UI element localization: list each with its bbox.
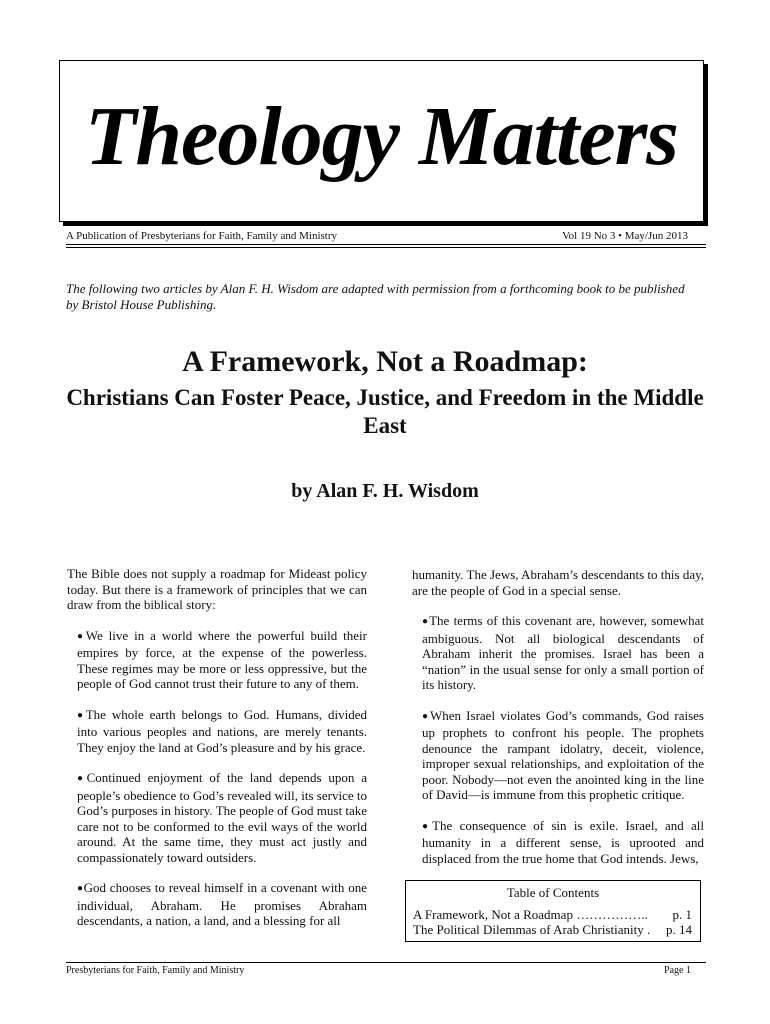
bullet-icon: ●: [77, 883, 84, 894]
bullet-item: ●God chooses to reveal himself in a covenant with one individual, Abraham. He promises Abraham descendants, a nation, a land, and a blessing for all: [77, 880, 367, 928]
bullet-item: ●The consequence of sin is exile. Israel, and all humanity in a different sense, is uprooted and displaced from the true home that God intends. Jews,: [422, 817, 705, 866]
bullet-item: ●The terms of this covenant are, however, somewhat ambiguous. Not all biological descendants of Abraham inherit the promises. Israel has been a “nation” in the usual sense for only a small portion of its history.: [422, 613, 704, 692]
article-title: A Framework, Not a Roadmap:: [182, 345, 588, 378]
paragraph: humanity. The Jews, Abraham’s descendants to this day, are the people of God in a special sense.: [412, 567, 704, 598]
toc-item-page: p. 1: [672, 907, 692, 922]
toc-title: Table of Contents: [506, 885, 600, 900]
bullet-icon: ●: [77, 709, 86, 721]
bullet-icon: ●: [422, 710, 430, 722]
toc-item[interactable]: [413, 922, 692, 937]
publication-line: [66, 230, 706, 245]
article-byline: by Alan F. H. Wisdom: [291, 480, 479, 502]
bullet-item: ●When Israel violates God’s commands, God raises up prophets to confront his people. The prophets denounce the rampant idolatry, deceit, violence, improper sexual relationships, and exploitation of the poor. Nobody—not even the anointed king in the line of David—is immune from this prophetic critique.: [422, 707, 704, 802]
publication-name: A Publication of Presbyterians for Faith, Family and Ministry: [66, 230, 338, 242]
bullet-icon: ●: [422, 616, 430, 627]
toc-item-page: p. 14: [666, 922, 692, 937]
footer-rule: [66, 962, 706, 963]
issue-info: Vol 19 No 3 • May/Jun 2013: [562, 230, 688, 242]
toc-item-name: The Political Dilemmas of Arab Christianity .: [413, 922, 651, 937]
header-rule: [66, 247, 706, 248]
bullet-item: ●The whole earth belongs to God. Humans, divided into various peoples and nations, are merely tenants. They enjoy the land at God’s pleasure and by his grace.: [77, 706, 367, 755]
bullet-icon: ●: [77, 773, 87, 784]
bullet-icon: ●: [77, 630, 86, 642]
bullet-icon: ●: [422, 820, 433, 832]
paragraph: The Bible does not supply a roadmap for Mideast policy today. But there is a framework of principles that we can draw from the biblical story:: [67, 566, 367, 612]
page-number: Page 1: [664, 965, 691, 976]
article-subtitle: Christians Can Foster Peace, Justice, and Freedom in the Middle East: [66, 385, 704, 438]
toc-item[interactable]: [413, 907, 692, 922]
masthead-box: [59, 60, 704, 222]
toc-item-name: A Framework, Not a Roadmap ……………..: [413, 907, 648, 922]
footer-publisher: Presbyterians for Faith, Family and Ministry: [66, 965, 245, 976]
intro-note: The following two articles by Alan F. H. Wisdom are adapted with permission from a forthcoming book to be published by Bristol House Publishing.: [66, 281, 685, 312]
masthead-title: Theology Matters: [85, 90, 678, 183]
table-of-contents: [405, 880, 701, 942]
bullet-item: ●We live in a world where the powerful build their empires by force, at the expense of the powerless. These regimes may be more or less oppressive, but the people of God cannot trust their future to any of them.: [77, 627, 367, 691]
bullet-item: ●Continued enjoyment of the land depends upon a people’s obedience to God’s revealed will, its service to God’s purposes in history. The people of God must take care not to be conformed to the evil ways of the world around. At the same time, they must act justly and compassionately toward outsiders.: [77, 770, 367, 865]
left-column: [67, 566, 367, 944]
right-column: [412, 567, 704, 881]
